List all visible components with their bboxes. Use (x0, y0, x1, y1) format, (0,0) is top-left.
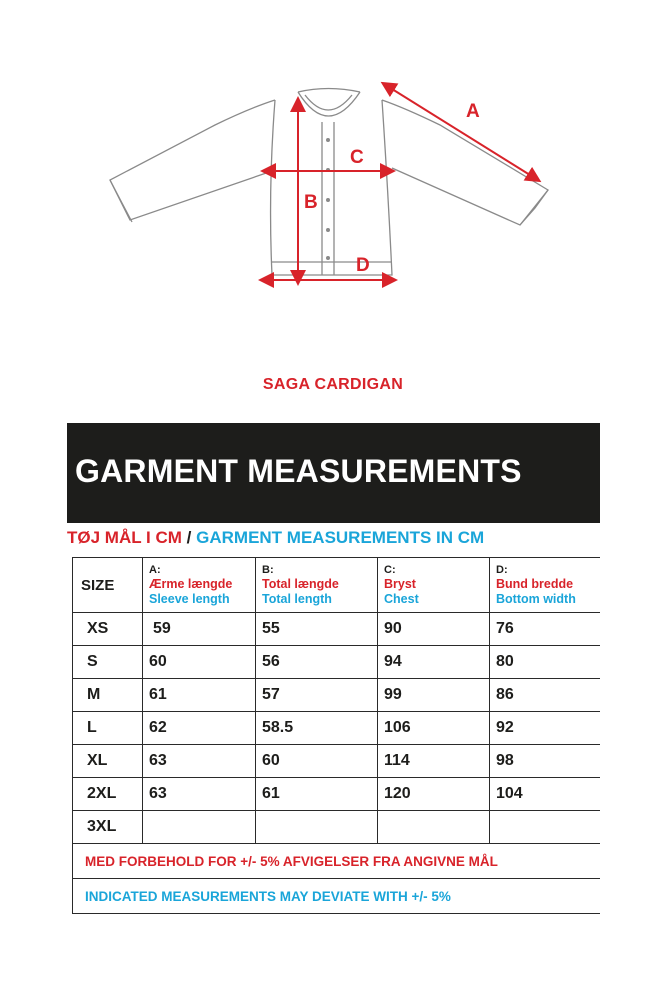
size-cell: XS (73, 613, 143, 646)
length-value (256, 811, 378, 844)
column-english: Chest (384, 591, 419, 606)
size-header: SIZE (73, 558, 143, 613)
table-row (73, 712, 601, 745)
chest-value: 120 (378, 778, 490, 811)
label-d: D (356, 255, 370, 276)
sleeve-value: 60 (143, 646, 256, 679)
cardigan-buttons (326, 138, 330, 260)
cardigan-outline (110, 89, 548, 276)
chest-value (378, 811, 490, 844)
table-row (73, 745, 601, 778)
length-value: 55 (256, 613, 378, 646)
chest-value: 114 (378, 745, 490, 778)
column-header-a (143, 558, 256, 613)
bottom-value: 80 (490, 646, 601, 679)
table-header-row (73, 558, 601, 613)
subtitle-separator: / (186, 528, 192, 547)
table-row (73, 679, 601, 712)
column-letter: C: (384, 563, 396, 576)
sleeve-value: 62 (143, 712, 256, 745)
column-letter: A: (149, 563, 161, 576)
column-danish: Bund bredde (496, 576, 574, 591)
length-value: 61 (256, 778, 378, 811)
column-english: Total length (262, 591, 332, 606)
bottom-value: 104 (490, 778, 601, 811)
sleeve-value: 63 (143, 778, 256, 811)
chest-value: 106 (378, 712, 490, 745)
size-cell: M (73, 679, 143, 712)
column-header-d (490, 558, 601, 613)
column-header-b (256, 558, 378, 613)
table-row (73, 613, 601, 646)
sleeve-value (143, 811, 256, 844)
chest-value: 90 (378, 613, 490, 646)
column-english: Sleeve length (149, 591, 230, 606)
bottom-value: 92 (490, 712, 601, 745)
length-value: 60 (256, 745, 378, 778)
note-danish: MED FORBEHOLD FOR +/- 5% AFVIGELSER FRA ANGIVNE MÅL (73, 844, 601, 879)
subtitle-danish: TØJ MÅL I CM (67, 528, 182, 547)
table-row (73, 778, 601, 811)
measurement-table (72, 557, 600, 914)
column-english: Bottom width (496, 591, 576, 606)
sleeve-value: 61 (143, 679, 256, 712)
column-danish: Ærme længde (149, 576, 233, 591)
cardigan-diagram (0, 0, 666, 340)
subtitle (67, 528, 600, 554)
title-banner (67, 423, 600, 523)
column-danish: Bryst (384, 576, 416, 591)
size-cell: S (73, 646, 143, 679)
chest-value: 94 (378, 646, 490, 679)
note-english: INDICATED MEASUREMENTS MAY DEVIATE WITH +/- 5% (73, 879, 601, 914)
table-row (73, 811, 601, 844)
table-row (73, 646, 601, 679)
label-a: A (466, 101, 480, 122)
bottom-value: 86 (490, 679, 601, 712)
bottom-value: 98 (490, 745, 601, 778)
column-letter: D: (496, 563, 508, 576)
column-letter: B: (262, 563, 274, 576)
sleeve-value: 59 (143, 613, 256, 646)
length-value: 56 (256, 646, 378, 679)
subtitle-english: GARMENT MEASUREMENTS IN CM (196, 528, 485, 547)
size-cell: 2XL (73, 778, 143, 811)
bottom-value: 76 (490, 613, 601, 646)
banner-title: GARMENT MEASUREMENTS (75, 453, 522, 489)
length-value: 57 (256, 679, 378, 712)
measure-arrows (262, 84, 538, 282)
arrow-a (384, 84, 538, 180)
size-cell: L (73, 712, 143, 745)
sleeve-value: 63 (143, 745, 256, 778)
note-row-danish (73, 844, 601, 879)
note-row-english (73, 879, 601, 914)
column-danish: Total længde (262, 576, 339, 591)
label-c: C (350, 147, 364, 168)
chest-value: 99 (378, 679, 490, 712)
size-cell: 3XL (73, 811, 143, 844)
product-title: SAGA CARDIGAN (262, 376, 404, 393)
length-value: 58.5 (256, 712, 378, 745)
label-b: B (304, 192, 318, 213)
size-cell: XL (73, 745, 143, 778)
column-header-c (378, 558, 490, 613)
measurement-table-wrap (67, 557, 600, 932)
bottom-value (490, 811, 601, 844)
